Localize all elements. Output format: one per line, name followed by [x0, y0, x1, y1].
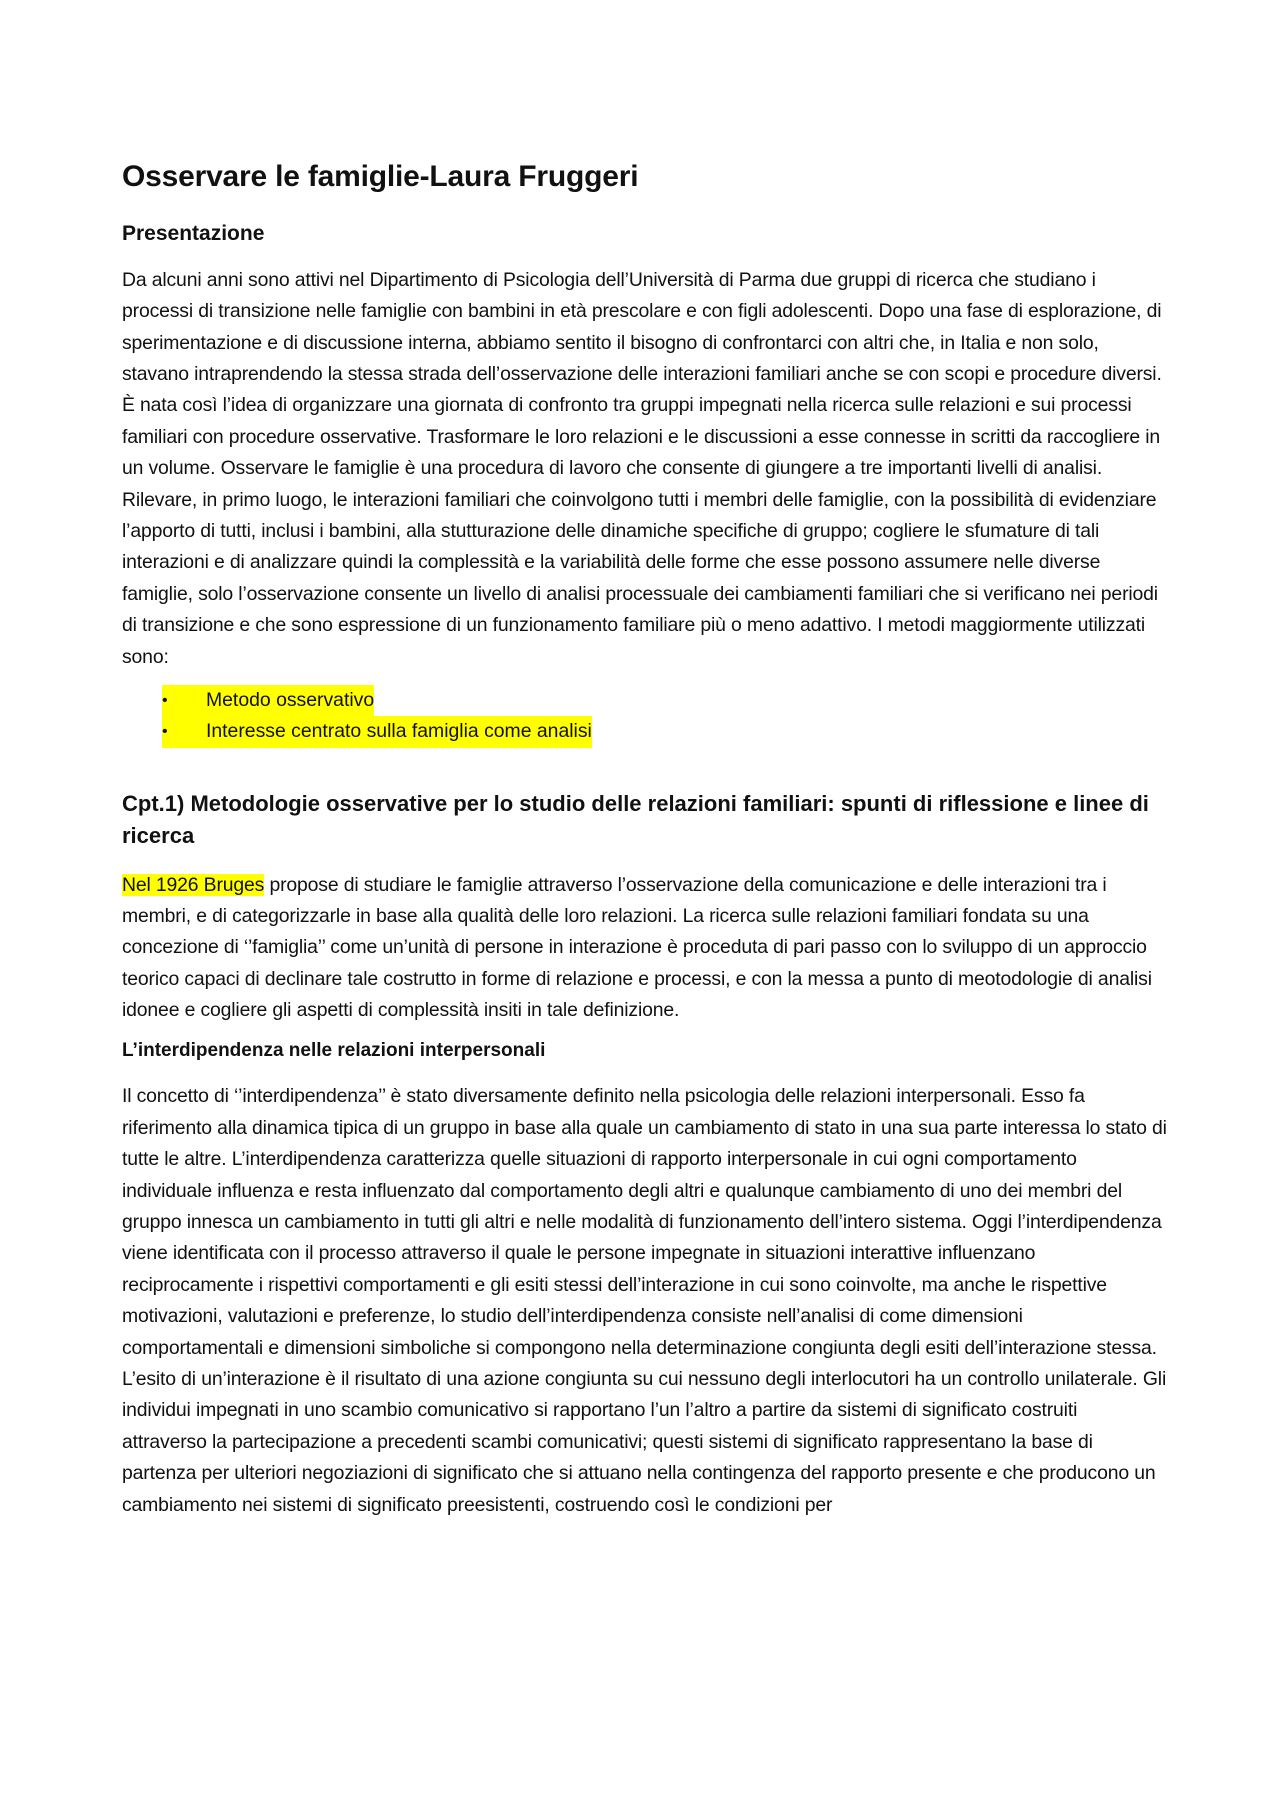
- subsection-heading: L’interdipendenza nelle relazioni interpersonali: [122, 1039, 546, 1061]
- list-item: [162, 685, 1167, 716]
- methods-list: [122, 685, 1167, 748]
- chapter-paragraph: [122, 870, 1167, 1027]
- highlighted-list-item: [162, 716, 592, 747]
- presentation-heading: Presentazione: [122, 221, 265, 245]
- bullet-icon: •: [162, 692, 168, 710]
- section-spacer: [122, 748, 1167, 788]
- document-page: [122, 158, 1167, 1533]
- document-title: Osservare le famiglie-Laura Fruggeri: [122, 160, 639, 193]
- chapter-heading: Cpt.1) Metodologie osservative per lo studio delle relazioni familiari: spunti di riflessione e linee di ricerca: [122, 790, 1149, 848]
- presentation-paragraph: Da alcuni anni sono attivi nel Dipartimento di Psicologia dell’Università di Parma due gruppi di ricerca che studiano i processi di transizione nelle famiglie con bambini in età prescolare e con figli adolescenti. Dopo una fase di esplorazione, di sperimentazione e di discussione interna, abbiamo sentito il bisogno di confrontarci con altri che, in Italia e non solo, stavano intraprendendo la stessa strada dell’osservazione delle interazioni familiari anche se con scopi e procedure diversi. È nata così l’idea di organizzare una giornata di confronto tra gruppi impegnati nella ricerca sulle relazioni e sui processi familiari con procedure osservative. Trasformare le loro relazioni e le discussioni a esse connesse in scritti da raccogliere in un volume. Osservare le famiglie è una procedura di lavoro che consente di giungere a tre importanti livelli di analisi. Rilevare, in primo luogo, le interazioni familiari che coinvolgono tutti i membri delle famiglie, con la possibilità di evidenziare l’apporto di tutti, inclusi i bambini, alla stutturazione delle dinamiche specifiche di gruppo; cogliere le sfumature di tali interazioni e di analizzare quindi la complessità e la variabilità delle forme che esse possono assumere nelle diverse famiglie, solo l’osservazione consente un livello di analisi processuale dei cambiamenti familiari che si verificano nei periodi di transizione e che sono espressione di un funzionamento familiare più o meno adattivo. I metodi maggiormente utilizzati sono:: [122, 268, 1162, 668]
- list-item: [162, 716, 1167, 747]
- highlighted-list-item: [162, 685, 374, 716]
- interdependence-paragraph: Il concetto di ‘’interdipendenza’’ è stato diversamente definito nella psicologia delle relazioni interpersonali. Esso fa riferimento alla dinamica tipica di un gruppo in base alla quale un cambiamento di stato in una sua parte interessa lo stato di tutte le altre. L’interdipendenza caratterizza quelle situazioni di rapporto interpersonale in cui ogni comportamento individuale influenza e resta influenzato dal comportamento degli altri e qualunque cambiamento di uno dei membri del gruppo innesca un cambiamento in tutti gli altri e nelle modalità di funzionamento dell’intero sistema. Oggi l’interdipendenza viene identificata con il processo attraverso il quale le persone impegnate in situazioni interattive influenzano reciprocamente i rispettivi comportamenti e gli esiti stessi dell’interazione in cui sono coinvolte, ma anche le rispettive motivazioni, valutazioni e preferenze, lo studio dell’interdipendenza consiste nell’analisi di come dimensioni comportamentali e dimensioni simboliche si compongono nella determinazione congiunta degli esiti dell’interazione stessa. L’esito di un’interazione è il risultato di una azione congiunta su cui nessuno degli interlocutori ha un controllo unilaterale. Gli individui impegnati in uno scambio comunicativo si rapportano l’un l’altro a partire da sistemi di significato costruiti attraverso la partecipazione a precedenti scambi comunicativi; questi sistemi di significato rappresentano la base di partenza per ulteriori negoziazioni di significato che si attuano nella contingenza del rapporto presente e che producono un cambiamento nei sistemi di significato preesistenti, costruendo così le condizioni per: [122, 1085, 1167, 1516]
- list-item-text: Metodo osservativo: [206, 689, 375, 712]
- highlighted-text: Nel 1926 Bruges: [122, 873, 265, 896]
- list-item-text: Interesse centrato sulla famiglia come analisi: [206, 720, 592, 743]
- chapter-paragraph-text: propose di studiare le famiglie attraverso l’osservazione della comunicazione e delle interazioni tra i membri, e di categorizzarle in base alla qualità delle loro relazioni. La ricerca sulle relazioni familiari fondata su una concezione di ‘’famiglia’’ come un’unità di persone in interazione è proceduta di pari passo con lo sviluppo di un approccio teorico capaci di declinare tale costrutto in forme di relazione e processi, e con la messa a punto di meotodologie di analisi idonee e cogliere gli aspetti di complessità insiti in tale definizione.: [122, 873, 1152, 1022]
- bullet-icon: •: [162, 723, 168, 741]
